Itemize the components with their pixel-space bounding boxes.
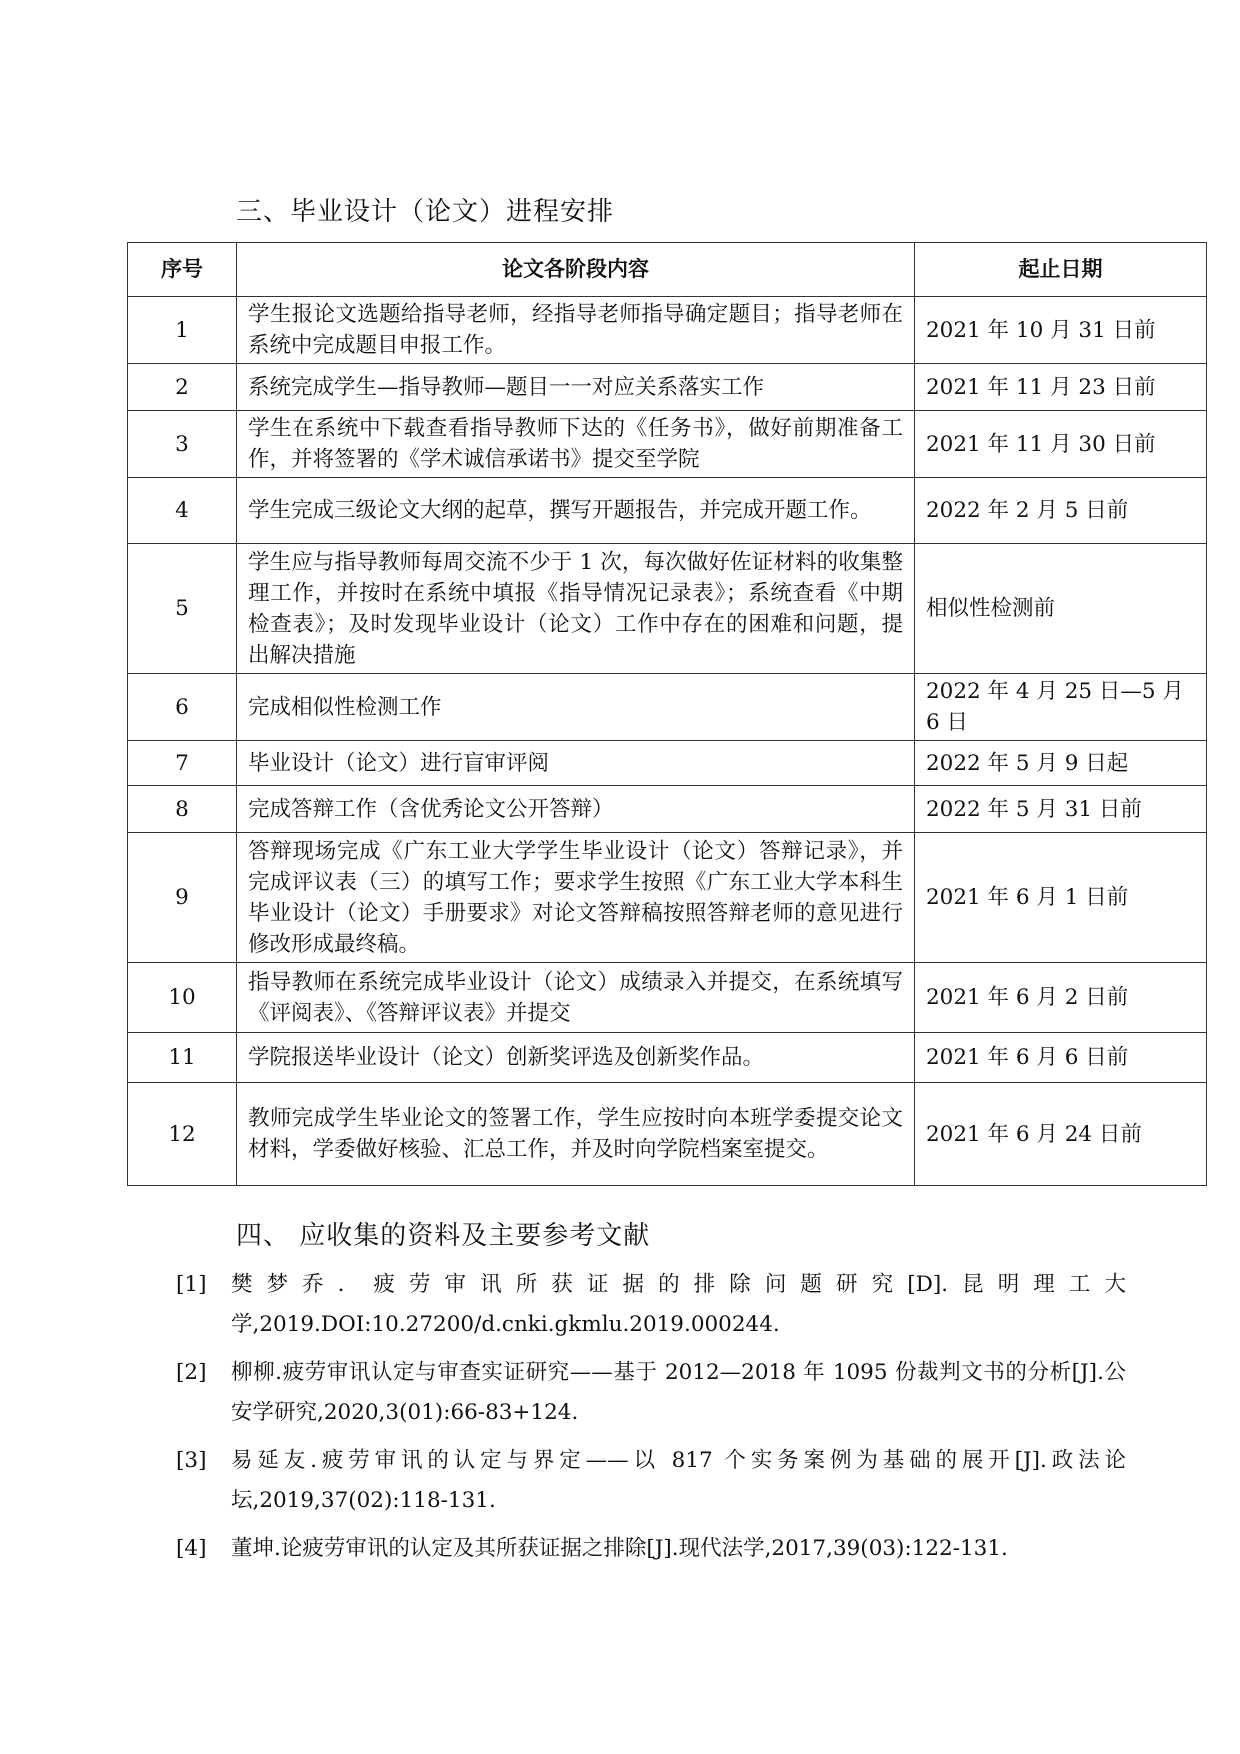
reference-item <box>176 1353 1126 1433</box>
row-index: 11 <box>128 1033 237 1083</box>
row-content: 学院报送毕业设计（论文）创新奖评选及创新奖作品。 <box>237 1033 915 1083</box>
section-4-title: 四、 应收集的资料及主要参考文献 <box>236 1221 651 1251</box>
row-date: 2021 年 6 月 2 日前 <box>915 963 1207 1033</box>
row-date: 2022 年 4 月 25 日—5 月 6 日 <box>915 674 1207 741</box>
row-index: 2 <box>128 364 237 411</box>
table-row <box>128 364 1207 411</box>
row-content: 完成相似性检测工作 <box>237 674 915 741</box>
row-content: 系统完成学生—指导教师—题目一一对应关系落实工作 <box>237 364 915 411</box>
table-row <box>128 963 1207 1033</box>
reference-item <box>176 1529 1126 1569</box>
row-content: 学生完成三级论文大纲的起草，撰写开题报告，并完成开题工作。 <box>237 478 915 544</box>
row-date: 2021 年 6 月 1 日前 <box>915 833 1207 963</box>
row-index: 10 <box>128 963 237 1033</box>
row-index: 7 <box>128 741 237 786</box>
header-index: 序号 <box>128 243 237 297</box>
reference-number: [4] <box>176 1536 207 1561</box>
row-content: 完成答辩工作（含优秀论文公开答辩） <box>237 786 915 833</box>
row-date: 相似性检测前 <box>915 544 1207 674</box>
row-date: 2021 年 6 月 24 日前 <box>915 1083 1207 1186</box>
header-date: 起止日期 <box>915 243 1207 297</box>
row-date: 2021 年 11 月 23 日前 <box>915 364 1207 411</box>
row-index: 9 <box>128 833 237 963</box>
table-row <box>128 786 1207 833</box>
row-date: 2021 年 10 月 31 日前 <box>915 297 1207 364</box>
row-date: 2022 年 5 月 9 日起 <box>915 741 1207 786</box>
table-row <box>128 1033 1207 1083</box>
table-row <box>128 741 1207 786</box>
row-content: 学生报论文选题给指导老师，经指导老师指导确定题目；指导老师在系统中完成题目申报工作。 <box>237 297 915 364</box>
table-header-row <box>128 243 1207 297</box>
reference-item <box>176 1441 1126 1521</box>
header-content: 论文各阶段内容 <box>237 243 915 297</box>
row-content: 教师完成学生毕业论文的签署工作，学生应按时向本班学委提交论文材料，学委做好核验、汇总工作，并及时向学院档案室提交。 <box>237 1083 915 1186</box>
row-date: 2022 年 2 月 5 日前 <box>915 478 1207 544</box>
table-row <box>128 544 1207 674</box>
section-3-title: 三、毕业设计（论文）进程安排 <box>236 197 615 227</box>
row-content: 学生在系统中下载查看指导教师下达的《任务书》，做好前期准备工作，并将签署的《学术诚信承诺书》提交至学院 <box>237 411 915 478</box>
reference-list <box>176 1265 1126 1577</box>
row-date: 2022 年 5 月 31 日前 <box>915 786 1207 833</box>
reference-text: 易延友.疲劳审讯的认定与界定——以 817 个实务案例为基础的展开[J].政法论坛,2019,37(02):118-131. <box>231 1448 1126 1513</box>
row-date: 2021 年 6 月 6 日前 <box>915 1033 1207 1083</box>
row-content: 指导教师在系统完成毕业设计（论文）成绩录入并提交，在系统填写《评阅表》、《答辩评议表》并提交 <box>237 963 915 1033</box>
row-content: 毕业设计（论文）进行盲审评阅 <box>237 741 915 786</box>
table-row <box>128 674 1207 741</box>
row-content: 学生应与指导教师每周交流不少于 1 次，每次做好佐证材料的收集整理工作，并按时在系统中填报《指导情况记录表》；系统查看《中期检查表》；及时发现毕业设计（论文）工作中存在的困难和问题，提出解决措施 <box>237 544 915 674</box>
table-row <box>128 478 1207 544</box>
row-index: 3 <box>128 411 237 478</box>
row-date: 2021 年 11 月 30 日前 <box>915 411 1207 478</box>
reference-item <box>176 1265 1126 1345</box>
row-index: 5 <box>128 544 237 674</box>
row-index: 1 <box>128 297 237 364</box>
reference-number: [3] <box>176 1448 207 1473</box>
row-index: 6 <box>128 674 237 741</box>
reference-text: 樊梦乔．疲劳审讯所获证据的排除问题研究[D].昆明理工大学,2019.DOI:10.27200/d.cnki.gkmlu.2019.000244. <box>231 1272 1126 1337</box>
row-index: 4 <box>128 478 237 544</box>
table-row <box>128 833 1207 963</box>
reference-number: [2] <box>176 1360 207 1385</box>
schedule-table <box>127 242 1207 1186</box>
row-index: 8 <box>128 786 237 833</box>
reference-number: [1] <box>176 1272 207 1297</box>
reference-text: 董坤.论疲劳审讯的认定及其所获证据之排除[J].现代法学,2017,39(03):122-131. <box>231 1536 1008 1561</box>
reference-text: 柳柳.疲劳审讯认定与审查实证研究——基于 2012—2018 年 1095 份裁判文书的分析[J].公安学研究,2020,3(01):66-83+124. <box>231 1360 1126 1425</box>
table-row <box>128 1083 1207 1186</box>
table-row <box>128 411 1207 478</box>
row-index: 12 <box>128 1083 237 1186</box>
row-content: 答辩现场完成《广东工业大学学生毕业设计（论文）答辩记录》，并完成评议表（三）的填写工作；要求学生按照《广东工业大学本科生毕业设计（论文）手册要求》对论文答辩稿按照答辩老师的意见进行修改形成最终稿。 <box>237 833 915 963</box>
table-row <box>128 297 1207 364</box>
